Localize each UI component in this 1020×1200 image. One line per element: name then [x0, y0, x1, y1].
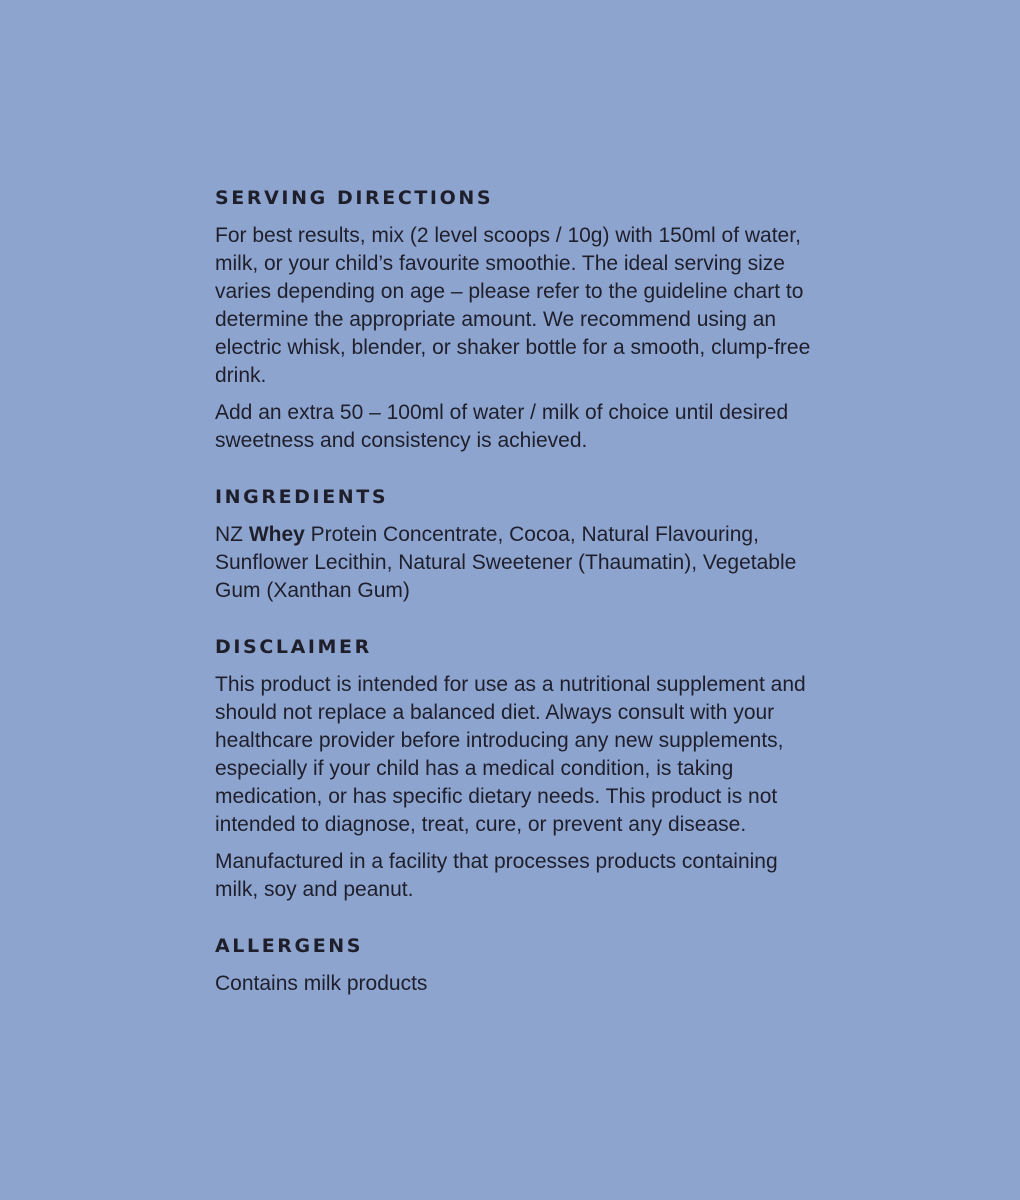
facility-note: Manufactured in a facility that processes products containing milk, soy and peanut. — [215, 850, 778, 901]
ingredients-section — [215, 485, 815, 605]
allergens-heading: ALLERGENS — [215, 935, 364, 957]
disclaimer-heading: DISCLAIMER — [215, 636, 372, 658]
ingredients-text — [215, 521, 815, 605]
product-info-panel — [215, 186, 815, 1028]
ingredients-list: Protein Concentrate, Cocoa, Natural Flavouring, Sunflower Lecithin, Natural Sweetener (Thaumatin), Vegetable Gum (Xanthan Gum) — [215, 523, 797, 602]
serving-directions-note: Add an extra 50 – 100ml of water / milk of choice until desired sweetness and consistency is achieved. — [215, 401, 789, 452]
ingredients-prefix: NZ — [215, 523, 249, 546]
allergens-text: Contains milk products — [215, 972, 428, 995]
disclaimer-section — [215, 635, 815, 904]
serving-directions-text: For best results, mix (2 level scoops / 10g) with 150ml of water, milk, or your child’s favourite smoothie. The ideal serving size varies depending on age – please refer to the guideline chart to determine the appropriate amount. We recommend using an electric whisk, blender, or shaker bottle for a smooth, clump-free drink. — [215, 224, 811, 387]
ingredients-heading: INGREDIENTS — [215, 486, 389, 508]
ingredients-highlight: Whey — [248, 523, 305, 546]
allergens-section — [215, 934, 815, 998]
serving-directions-heading: SERVING DIRECTIONS — [215, 187, 494, 209]
disclaimer-text: This product is intended for use as a nutritional supplement and should not replace a balanced diet. Always consult with your healthcare provider before introducing any new supplements, especially if your child has a medical condition, is taking medication, or has specific dietary needs. This product is not intended to diagnose, treat, cure, or prevent any disease. — [215, 673, 806, 836]
serving-directions-section — [215, 186, 815, 455]
